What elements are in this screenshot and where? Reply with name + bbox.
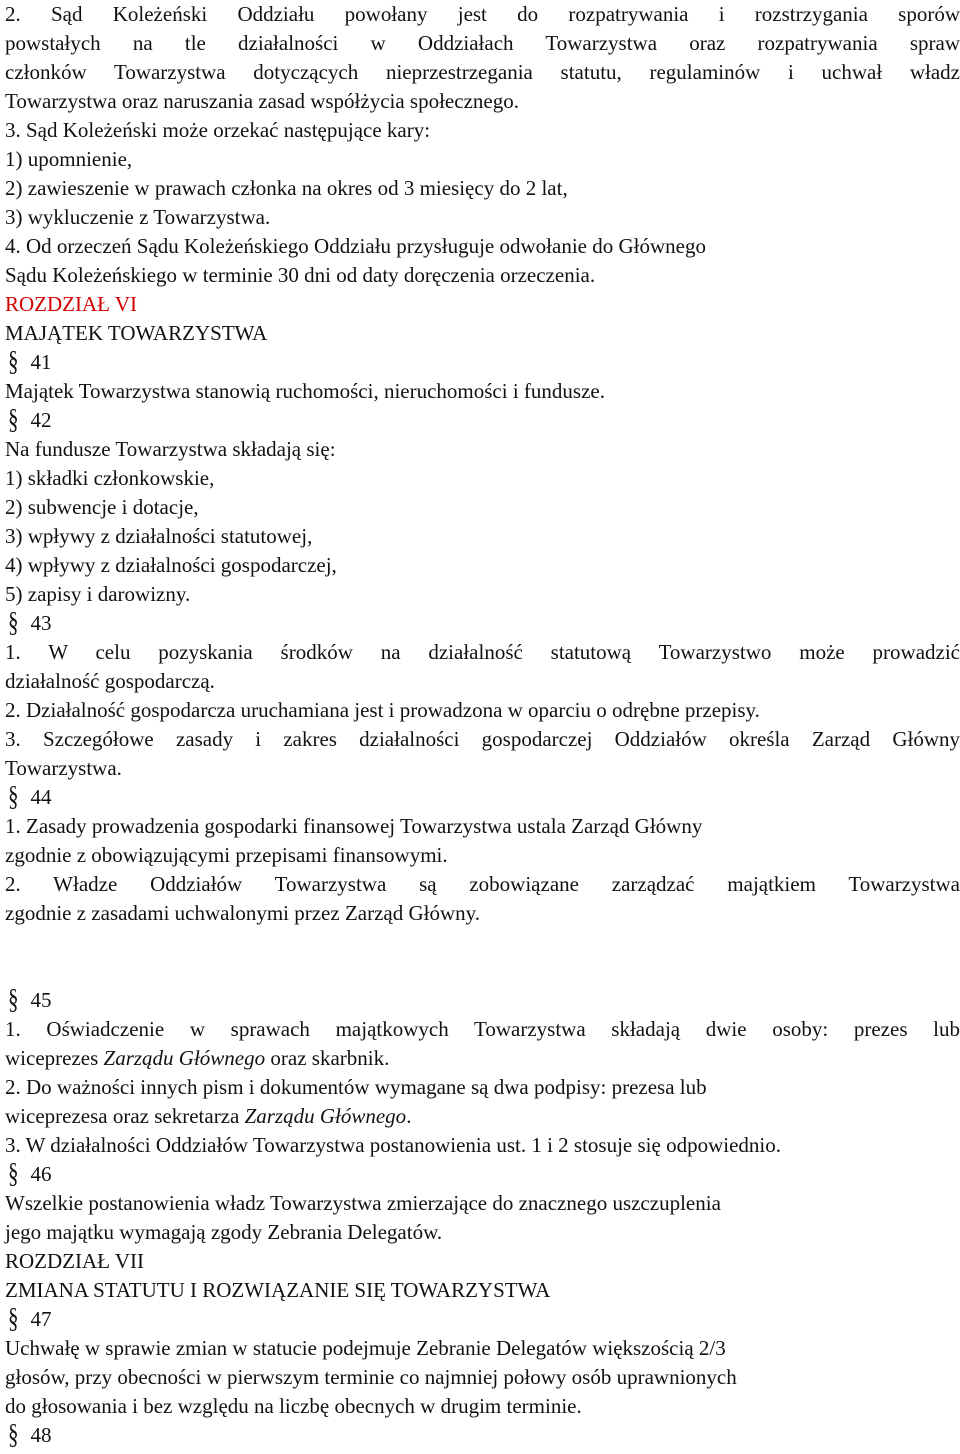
line-text: Towarzystwa. bbox=[5, 756, 122, 780]
line-text: do głosowania i bez względu na liczbę obecnych w drugim terminie. bbox=[5, 1394, 582, 1418]
line-text: 1) upomnienie, bbox=[5, 147, 133, 171]
text-line bbox=[5, 638, 960, 667]
section-heading bbox=[5, 1301, 52, 1335]
line-trailing-text: oraz skarbnik. bbox=[265, 1046, 390, 1070]
line-text: 2. Działalność gospodarcza uruchamiana jest i prowadzona w oparciu o odrębne przepisy. bbox=[5, 698, 760, 722]
line-text: 4. Od orzeczeń Sądu Koleżeńskiego Oddziału przysługuje odwołanie do Głównego bbox=[5, 234, 706, 258]
line-text: 5) zapisy i darowizny. bbox=[5, 582, 191, 606]
section-heading bbox=[5, 402, 52, 436]
line-text: Majątek Towarzystwa stanowią ruchomości, nieruchomości i fundusze. bbox=[5, 379, 605, 403]
text-line bbox=[5, 116, 430, 145]
line-text: powstałych na tle działalności w Oddziałach Towarzystwa oraz rozpatrywania spraw bbox=[5, 31, 960, 55]
line-text: 2. Do ważności innych pism i dokumentów wymagane są dwa podpisy: prezesa lub bbox=[5, 1075, 707, 1099]
text-line bbox=[5, 667, 215, 696]
text-line bbox=[5, 696, 760, 725]
section-heading bbox=[5, 605, 52, 639]
text-line bbox=[5, 58, 960, 87]
text-line bbox=[5, 1363, 737, 1392]
section-heading bbox=[5, 982, 52, 1016]
section-sign: § bbox=[8, 1417, 19, 1451]
section-heading bbox=[5, 344, 52, 378]
text-line bbox=[5, 1073, 707, 1102]
text-line bbox=[5, 261, 595, 290]
section-number: 44 bbox=[30, 785, 52, 809]
line-text: 3. Szczegółowe zasady i zakres działalności gospodarczej Oddziałów określa Zarząd Główny bbox=[5, 727, 960, 751]
text-line bbox=[5, 754, 122, 783]
text-line bbox=[5, 522, 312, 551]
text-line bbox=[5, 319, 267, 348]
line-text: Uchwałę w sprawie zmian w statucie podejmuje Zebranie Delegatów większością 2/3 bbox=[5, 1336, 726, 1360]
text-line bbox=[5, 1102, 411, 1131]
section-number: 46 bbox=[30, 1162, 52, 1186]
section-number: 42 bbox=[30, 408, 52, 432]
line-text: wiceprezesa oraz sekretarza bbox=[5, 1104, 245, 1128]
section-number: 43 bbox=[30, 611, 52, 635]
line-text: Na fundusze Towarzystwa składają się: bbox=[5, 437, 336, 461]
section-sign: § bbox=[8, 402, 19, 436]
text-line bbox=[5, 377, 605, 406]
text-line bbox=[5, 580, 190, 609]
text-line bbox=[5, 551, 337, 580]
line-text: 2) zawieszenie w prawach członka na okres od 3 miesięcy do 2 lat, bbox=[5, 176, 568, 200]
text-line bbox=[5, 841, 448, 870]
section-sign: § bbox=[8, 344, 19, 378]
line-text: 3) wykluczenie z Towarzystwa. bbox=[5, 205, 271, 229]
line-trailing-text: . bbox=[406, 1104, 412, 1128]
text-line bbox=[5, 1334, 726, 1363]
section-sign: § bbox=[8, 982, 19, 1016]
text-line bbox=[5, 1131, 781, 1160]
line-text: zgodnie z obowiązującymi przepisami finansowymi. bbox=[5, 843, 448, 867]
line-italic-text: Zarządu Głównego bbox=[103, 1046, 266, 1070]
text-line bbox=[5, 87, 519, 116]
line-text: 1. W celu pozyskania środków na działalność statutową Towarzystwo może prowadzić bbox=[5, 640, 960, 664]
section-heading bbox=[5, 1156, 52, 1190]
text-line bbox=[5, 174, 568, 203]
text-line bbox=[5, 899, 480, 928]
line-text: ZMIANA STATUTU I ROZWIĄZANIE SIĘ TOWARZYSTWA bbox=[5, 1278, 551, 1302]
text-line bbox=[5, 203, 270, 232]
line-text: działalność gospodarczą. bbox=[5, 669, 215, 693]
section-number: 45 bbox=[30, 988, 52, 1012]
section-number: 41 bbox=[30, 350, 52, 374]
section-sign: § bbox=[8, 1156, 19, 1190]
line-text: zgodnie z zasadami uchwalonymi przez Zarząd Główny. bbox=[5, 901, 481, 925]
section-heading bbox=[5, 1417, 52, 1451]
line-text: głosów, przy obecności w pierwszym terminie co najmniej połowy osób uprawnionych bbox=[5, 1365, 737, 1389]
text-line bbox=[5, 1189, 721, 1218]
section-sign: § bbox=[8, 779, 19, 813]
text-line bbox=[5, 464, 214, 493]
line-text: Sądu Koleżeńskiego w terminie 30 dni od daty doręczenia orzeczenia. bbox=[5, 263, 596, 287]
text-line bbox=[5, 812, 702, 841]
line-text: 1. Oświadczenie w sprawach majątkowych Towarzystwa składają dwie osoby: prezes lub bbox=[5, 1017, 960, 1041]
line-text: ROZDZIAŁ VII bbox=[5, 1249, 145, 1273]
line-text: jego majątku wymagają zgody Zebrania Delegatów. bbox=[5, 1220, 443, 1244]
line-text: 2) subwencje i dotacje, bbox=[5, 495, 199, 519]
text-line bbox=[5, 1392, 582, 1421]
text-line bbox=[5, 1015, 960, 1044]
text-line bbox=[5, 290, 137, 319]
line-text: ROZDZIAŁ VI bbox=[5, 292, 138, 316]
text-line bbox=[5, 493, 199, 522]
text-line bbox=[5, 29, 960, 58]
section-heading bbox=[5, 779, 52, 813]
line-text: Towarzystwa oraz naruszania zasad współżycia społecznego. bbox=[5, 89, 519, 113]
text-line bbox=[5, 725, 960, 754]
section-number: 48 bbox=[30, 1423, 52, 1447]
section-sign: § bbox=[8, 1301, 19, 1335]
line-text: 1) składki członkowskie, bbox=[5, 466, 215, 490]
line-italic-text: Zarządu Głównego bbox=[244, 1104, 407, 1128]
line-text: MAJĄTEK TOWARZYSTWA bbox=[5, 321, 268, 345]
section-number: 47 bbox=[30, 1307, 52, 1331]
section-sign: § bbox=[8, 605, 19, 639]
text-line bbox=[5, 870, 960, 899]
text-line bbox=[5, 232, 706, 261]
text-line bbox=[5, 435, 336, 464]
line-text: 3) wpływy z działalności statutowej, bbox=[5, 524, 313, 548]
line-text: 2. Władze Oddziałów Towarzystwa są zobowiązane zarządzać majątkiem Towarzystwa bbox=[5, 872, 960, 896]
line-text: członków Towarzystwa dotyczących nieprzestrzegania statutu, regulaminów i uchwał władz bbox=[5, 60, 960, 84]
line-text: 2. Sąd Koleżeński Oddziału powołany jest do rozpatrywania i rozstrzygania sporów bbox=[5, 2, 960, 26]
text-line bbox=[5, 145, 132, 174]
text-line bbox=[5, 1218, 442, 1247]
line-text: 4) wpływy z działalności gospodarczej, bbox=[5, 553, 337, 577]
text-line bbox=[5, 0, 960, 29]
text-line bbox=[5, 1044, 389, 1073]
line-text: Wszelkie postanowienia władz Towarzystwa zmierzające do znacznego uszczuplenia bbox=[5, 1191, 721, 1215]
line-text: 3. Sąd Koleżeński może orzekać następujące kary: bbox=[5, 118, 431, 142]
line-text: 1. Zasady prowadzenia gospodarki finansowej Towarzystwa ustala Zarząd Główny bbox=[5, 814, 703, 838]
line-text: 3. W działalności Oddziałów Towarzystwa postanowienia ust. 1 i 2 stosuje się odpowiednio. bbox=[5, 1133, 781, 1157]
text-line bbox=[5, 1247, 144, 1276]
text-line bbox=[5, 1276, 550, 1305]
line-text: wiceprezes bbox=[5, 1046, 104, 1070]
